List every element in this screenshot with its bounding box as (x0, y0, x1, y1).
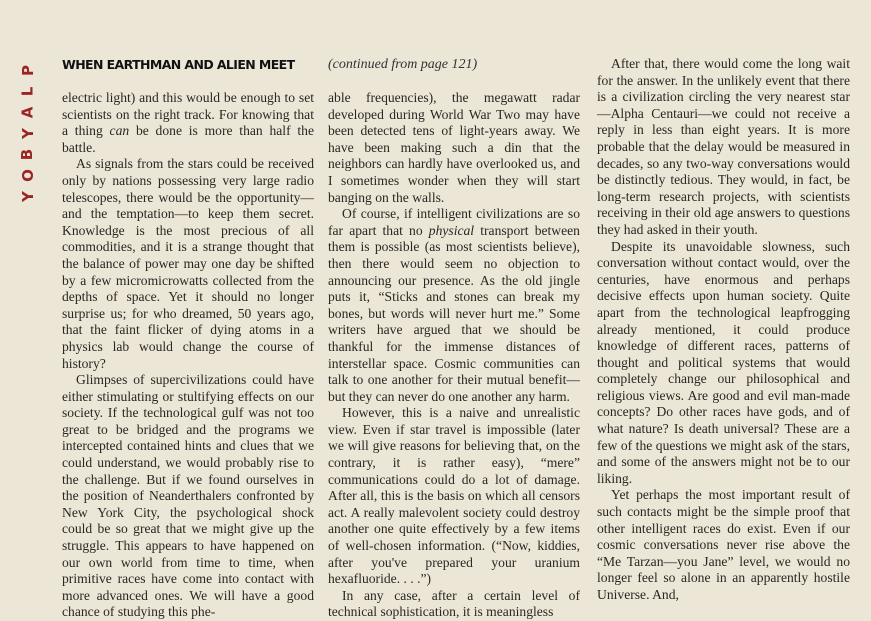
paragraph: Glimpses of supercivilizations could have either stimulating or stultifying effects on our society. If the technological gulf was not too great to be bridged and the programs we intercepted contained hints and clues that we could understand, we would probably rise to the challenge. But if we found ourselves in the position of Neanderthalers confronted by New York City, the psychological shock could be so great that we might give up the struggle. This appears to have happened on our own world from time to time, when primitive races have come into contact with more advanced ones. We will have a good chance of studying this phe- (62, 372, 314, 620)
continued-note: (continued from page 121) (328, 57, 478, 72)
vertical-letter: B (18, 148, 37, 161)
vertical-letter: Y (18, 128, 37, 139)
text-column-1 (62, 90, 314, 621)
paragraph: Of course, if intelligent civilizations are so far apart that no physical transport between them is possible (as most scientists believe), then there would seem no objection to announcing our presence. As the old jingle puts it, “Sticks and stones can break my bones, but words will never hurt me.” Some writers have argued that we should be thankful for the immense distances of interstellar space. Cosmic communities can talk to one another for their mutual benefit—but they can never do one another any harm. (328, 206, 580, 404)
paragraph: However, this is a naive and unrealistic view. Even if star travel is impossible (later we will give reasons for believing that, on the contrary, it is rather easy), “mere” communications could do a lot of damage. After all, this is the basis on which all censors act. A really malevolent society could destroy another one quite effectively by a few items of well-chosen information. (“Now, kiddies, after you've prepared your uranium hexafluoride. . . .”) (328, 405, 580, 587)
paragraph: Despite its unavoidable slowness, such conversation without contact would, over the centuries, have enormous and perhaps decisive effects upon human society. Quite apart from the technological leapfrogging already mentioned, it could produce knowledge of different races, patterns of thought and political systems that would completely change our philosophical and religious views. Are good and evil man-made concepts? Do other races have gods, and of what nature? Is death universal? These are a few of the questions we might ask of the stars, and some of the answers might not be to our liking. (597, 238, 850, 486)
paragraph: able frequencies), the megawatt radar developed during World War Two may have been detected tens of light-years away. We have been making such a din that the neighbors can hardly have overlooked us, and I sometimes wonder when they will start banging on the walls. (328, 90, 580, 205)
text-column-3 (597, 56, 850, 604)
paragraph: As signals from the stars could be received only by nations possessing very large radio telescopes, there would be the opportunity—and the temptation—to keep them secret. Knowledge is the most precious of all commodities, and it is a strange thought that the balance of power may one day be shifted by a few micromicrowatts collected from the depths of space. Yet it should no longer surprise us; for who dreamed, 50 years ago, that the faint flicker of dying atoms in a physics lab would change the course of history? (62, 156, 314, 371)
vertical-letter: O (18, 169, 37, 182)
paragraph: electric light) and this would be enough to set scientists on the right track. For knowing that a thing can be done is more than half the battle. (62, 90, 314, 155)
text-column-2 (328, 90, 580, 621)
paragraph: After that, there would come the long wait for the answer. In the unlikely event that there is a civilization circling the very nearest star—Alpha Centauri—we could not receive a reply in less than eight years. It is more probable that the delay would be measured in decades, so any two-way conversations would be distinctly tedious. They would, in fact, be long-term research projects, with scientists receiving in their old age answers to questions they had asked in their youth. (597, 56, 850, 237)
magazine-name-vertical (8, 60, 48, 207)
paragraph: In any case, after a certain level of technical sophistication, it is meaningless (328, 587, 580, 620)
vertical-letter: L (18, 86, 37, 97)
article-title: WHEN EARTHMAN AND ALIEN MEET (62, 57, 295, 72)
vertical-letter: Y (18, 191, 37, 202)
paragraph: Yet perhaps the most important result of such contacts might be the simple proof that other intelligent races do exist. Even if our cosmic conversations never rise above the “Me Tarzan—you Jane” level, we would no longer feel so alone in an apparently hostile Universe. And, (597, 487, 850, 602)
vertical-letter: P (18, 65, 37, 76)
vertical-letter: A (18, 106, 37, 119)
